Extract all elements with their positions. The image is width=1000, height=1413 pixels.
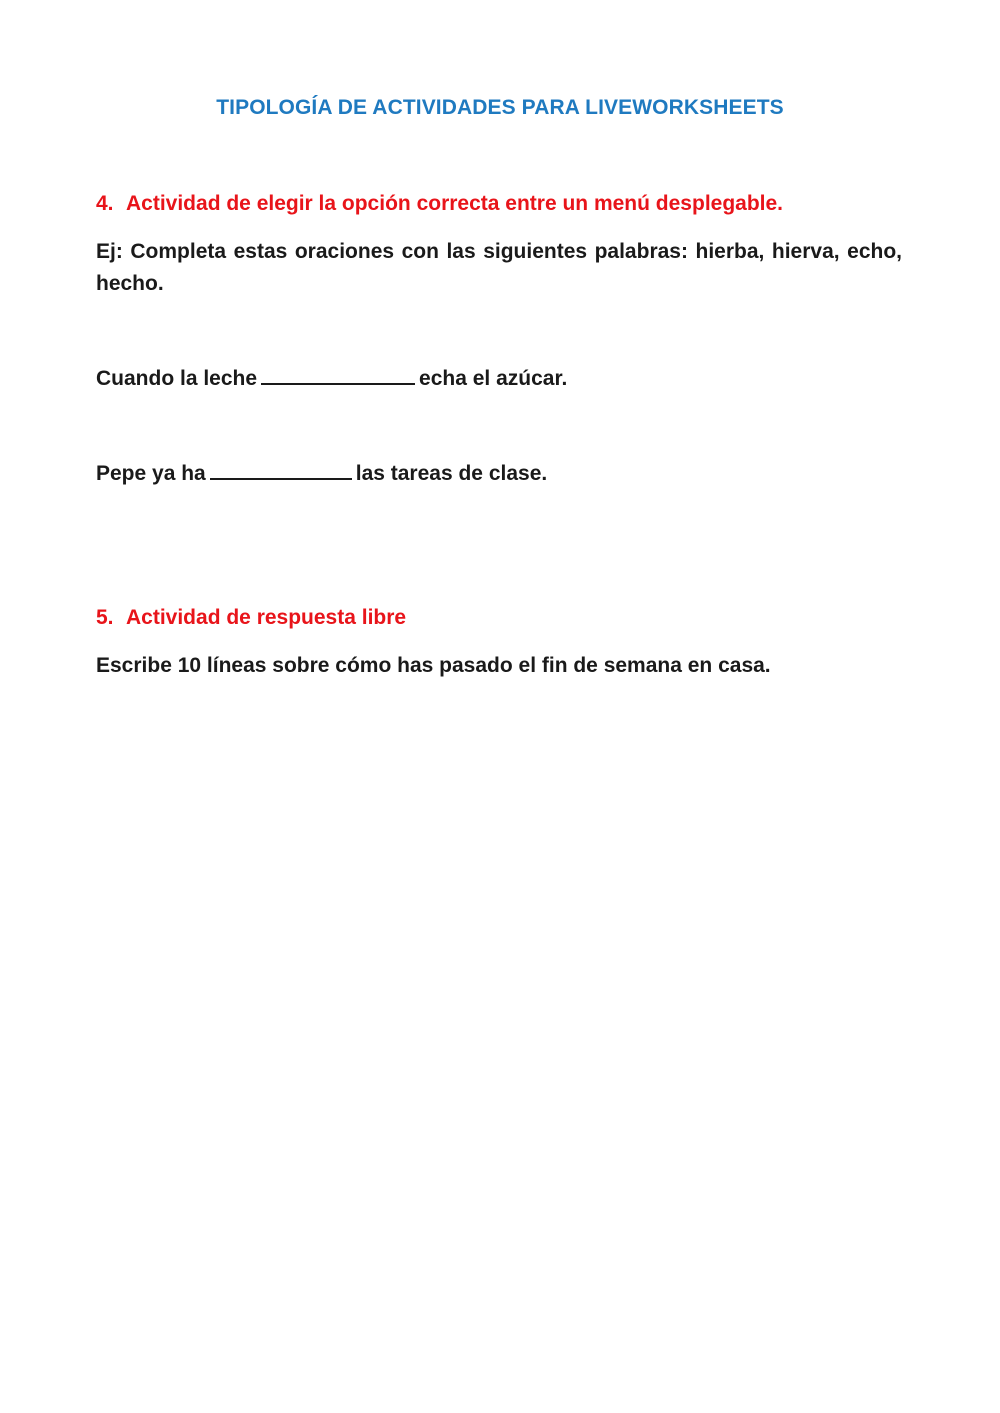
sentence-2-before: Pepe ya ha (96, 462, 206, 485)
section-4-heading (96, 192, 783, 216)
section-4-number: 4. (96, 192, 114, 215)
sentence-2-after: las tareas de clase. (355, 462, 548, 485)
sentence-1 (96, 363, 902, 395)
sentence-1-after: echa el azúcar. (419, 367, 568, 390)
section-5-number: 5. (96, 606, 114, 629)
sentence-1-dropdown-blank[interactable] (261, 365, 415, 385)
sentence-2 (96, 458, 902, 490)
sentence-2-dropdown-blank[interactable] (210, 460, 352, 480)
section-5-heading (96, 606, 406, 630)
document-title: TIPOLOGÍA DE ACTIVIDADES PARA LIVEWORKSHEETS (216, 96, 784, 119)
section-4-heading-text: Actividad de elegir la opción correcta entre un menú desplegable. (126, 192, 784, 215)
section-4-instruction: Ej: Completa estas oraciones con las siguientes palabras: hierba, hierva, echo, hecho. (96, 240, 902, 295)
sentence-1-before: Cuando la leche (96, 367, 258, 390)
section-5-heading-text: Actividad de respuesta libre (126, 606, 407, 629)
section-5-instruction: Escribe 10 líneas sobre cómo has pasado el fin de semana en casa. (96, 654, 771, 677)
